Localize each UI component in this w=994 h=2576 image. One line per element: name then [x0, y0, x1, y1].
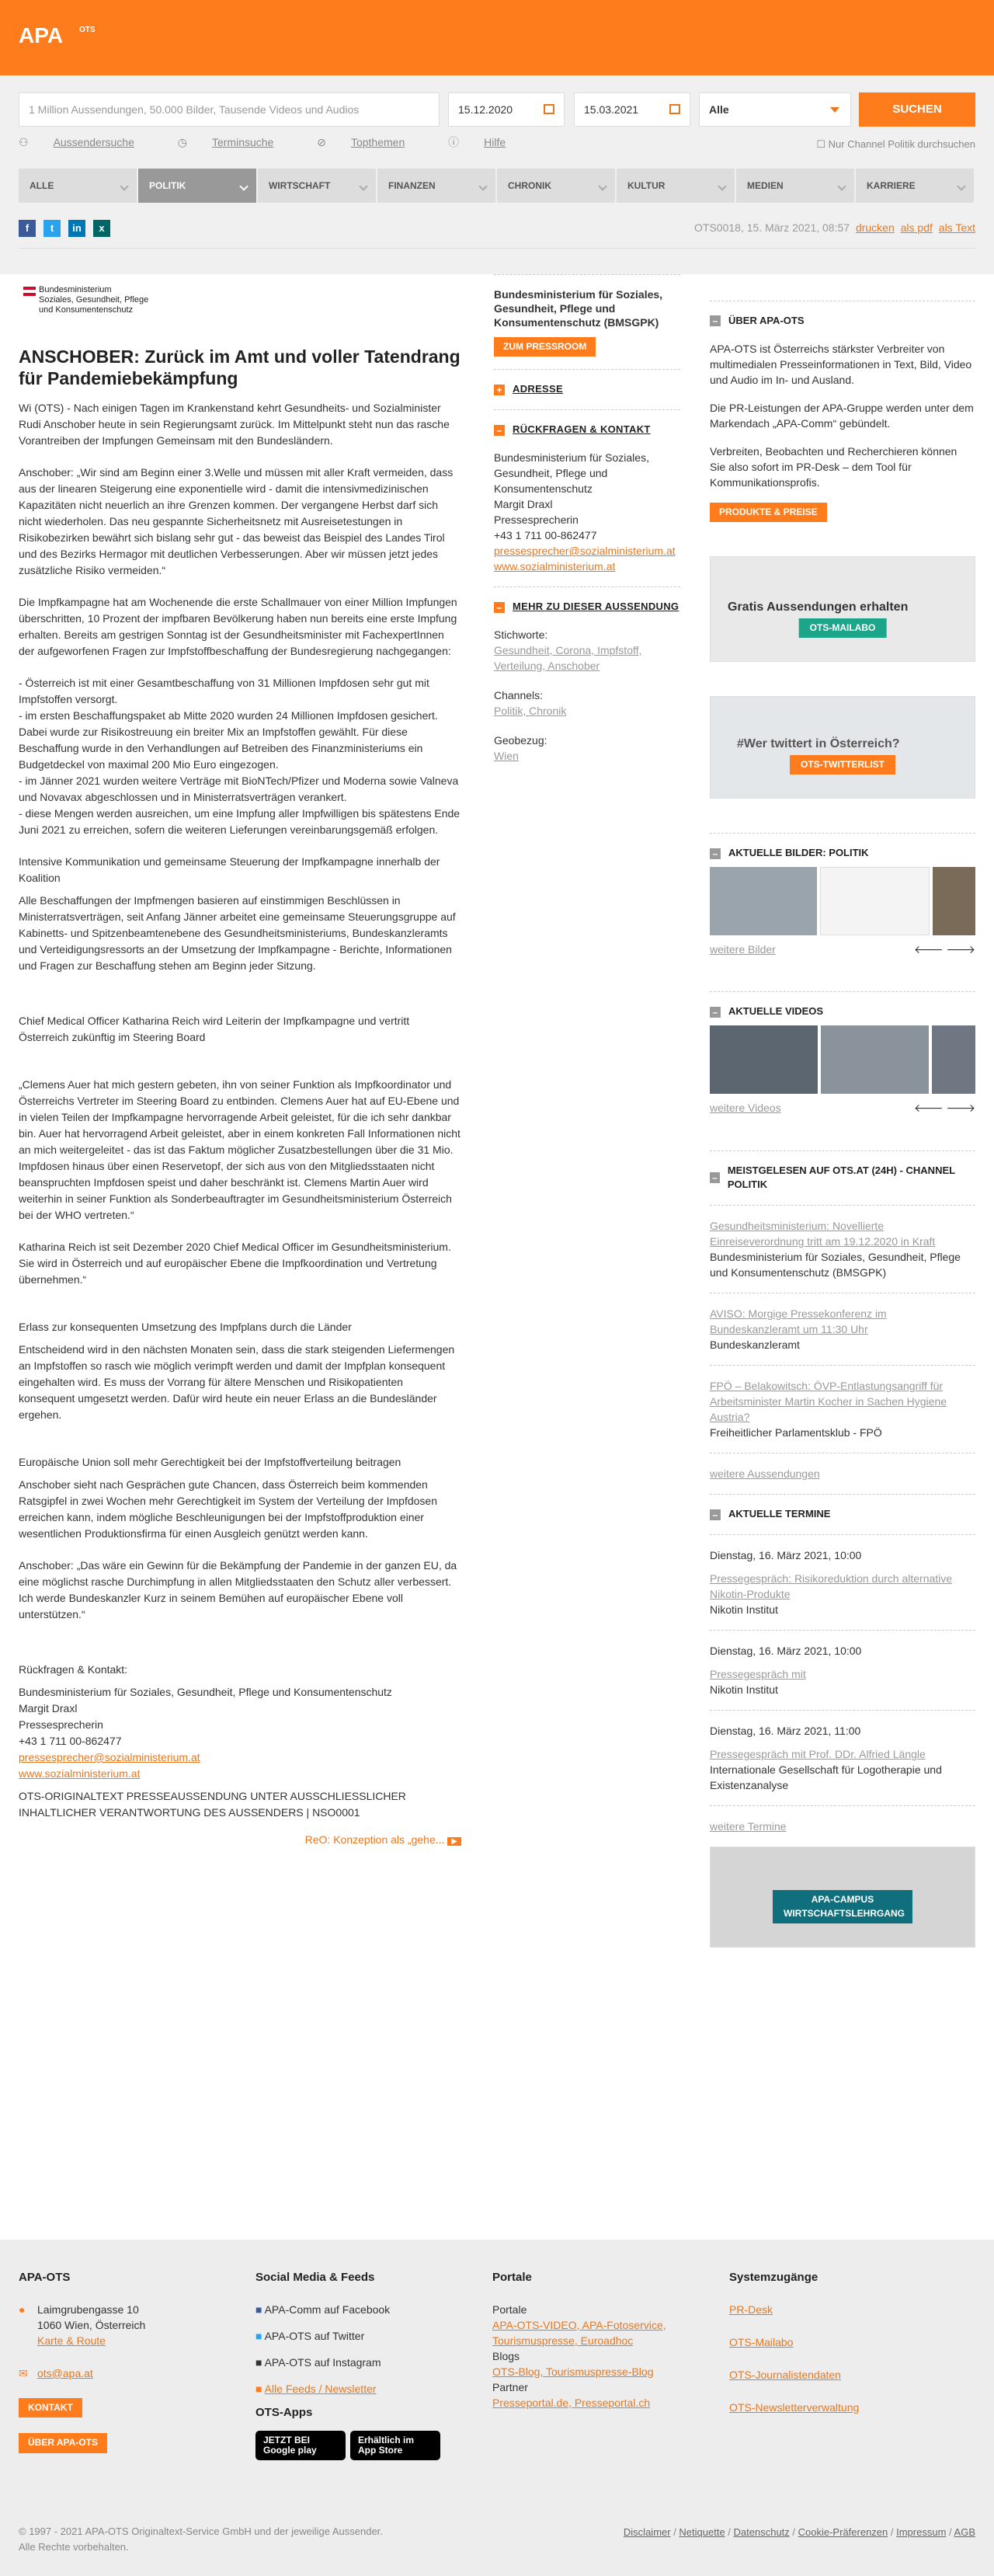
about-button[interactable]: ÜBER APA-OTS	[19, 2433, 107, 2452]
article-title: ANSCHOBER: Zurück im Amt und voller Tatendrang für Pandemiebekämpfung	[19, 346, 461, 388]
footer-heading: Social Media & Feeds	[255, 2271, 375, 2284]
footer-heading: OTS-Apps	[255, 2405, 313, 2419]
partner-links[interactable]: Presseportal.de, Presseportal.ch	[492, 2396, 651, 2409]
twitter-icon[interactable]: t	[43, 220, 61, 237]
footer-col-portals	[492, 2269, 694, 2411]
clock-icon: ◷	[177, 136, 187, 148]
sender-search-link[interactable]: ⚇ Aussendersuche	[19, 134, 155, 150]
logo-sub-text: OTS	[79, 26, 96, 34]
event-source: Internationale Gesellschaft für Logotherapie und Existenzanalyse	[710, 1763, 942, 1792]
about-toggle[interactable]: – ÜBER APA-OTS	[710, 314, 975, 329]
website-link[interactable]: www.sozialministerium.at	[494, 560, 616, 573]
subheading: Europäische Union soll mehr Gerechtigkeit bei der Impfstoffverteilung beitragen	[19, 1456, 401, 1468]
nav-item-politik[interactable]: POLITIK	[138, 169, 258, 203]
event-link[interactable]: Pressegespräch mit	[710, 1668, 806, 1681]
contact-block: Bundesministerium für Soziales, Gesundheit, Pflege und Konsumentenschutz Margit Draxl Pressesprecherin +43 1 711 00-862477	[19, 1686, 392, 1747]
carousel-arrows-icon[interactable]: 🡐 🡒	[914, 943, 975, 956]
footer-col-social	[255, 2269, 457, 2460]
event-source: Nikotin Institut	[710, 1603, 778, 1617]
mailabo-banner[interactable]: Gratis Aussendungen erhalten OTS-MAILABO	[710, 556, 975, 662]
calendar-icon	[544, 104, 554, 114]
more-images-link[interactable]: weitere Bilder	[710, 943, 776, 956]
more-events-link[interactable]: weitere Termine	[710, 1820, 787, 1833]
cookie-link[interactable]: Cookie-Präferenzen	[798, 2526, 888, 2538]
contact-heading: Rückfragen & Kontakt:	[19, 1663, 128, 1676]
terms-link[interactable]: AGB	[954, 2526, 975, 2538]
channels-label: Channels:	[494, 688, 544, 701]
nav-item-chronik[interactable]: CHRONIK	[497, 169, 617, 203]
footer-label: Portale	[492, 2303, 527, 2316]
imprint-link[interactable]: Impressum	[896, 2526, 947, 2538]
newsletter-admin-link[interactable]: OTS-Newsletterverwaltung	[729, 2400, 860, 2414]
category-nav	[19, 169, 975, 203]
keywords-label: Stichworte:	[494, 628, 548, 641]
help-icon: ⓘ	[448, 136, 460, 148]
events-toggle[interactable]: – AKTUELLE TERMINE	[710, 1507, 975, 1522]
right-sidebar	[710, 274, 975, 1948]
share-buttons	[19, 220, 110, 237]
minus-icon: –	[710, 1007, 721, 1018]
nav-item-finanzen[interactable]: FINANZEN	[377, 169, 497, 203]
ots-meta	[694, 220, 975, 235]
channel-only-checkbox[interactable]: ☐ Nur Channel Politik durchsuchen	[816, 138, 975, 150]
disclaimer: OTS-ORIGINALTEXT PRESSEAUSSENDUNG UNTER AUSSCHLIESSLICHER INHALTLICHER VERANTWORTUNG DES AUSSENDERS | NSO0001	[19, 1790, 406, 1819]
nav-item-alle[interactable]: ALLE	[19, 169, 138, 203]
nav-item-wirtschaft[interactable]: WIRTSCHAFT	[258, 169, 377, 203]
minus-icon: –	[710, 848, 721, 859]
keywords-links[interactable]: Gesundheit, Corona, Impfstoff, Verteilung, Anschober	[494, 643, 642, 672]
geo-label: Geobezug:	[494, 733, 547, 747]
feeds-link[interactable]: Alle Feeds / Newsletter	[264, 2382, 377, 2395]
article	[19, 274, 461, 1848]
products-button[interactable]: PRODUKTE & PREISE	[710, 503, 827, 522]
more-toggle[interactable]: – MEHR ZU DIESER AUSSENDUNG	[494, 600, 680, 614]
image-thumbnails[interactable]	[710, 867, 975, 935]
campus-banner[interactable]: APA-CAMPUS WIRTSCHAFTSLEHRGANG	[710, 1847, 975, 1948]
paragraph: „Clemens Auer hat mich gestern gebeten, ihn von seiner Funktion als Impfkoordinator und Österreichs Vertreter im Steering Board zu entbinden. Clemens Auer hat auf EU-Ebene und in vielen Teilen der Impfkampagne hervorragende Arbeit geleistet, für die ich sehr dankbar bin. Auer hat hervorragend Arbeit geleistet, aber in einem konkreten Fall Informationen nicht an mich weitergeleitet - das ist das Faktum möglicher Zusatzbestellungen über die 31 Mio. Impfdosen hinaus über einen Reservetopf, der sich aus von den Mitgliedsstaaten nicht beanspruchten Impfdosen speist und daher beschränkt ist. Clemens Martin Auer wird weiterhin in seiner Funktion als Sonderbeauftragter im Gesundheitsministerium Österreich bei der WHO vertreten.“	[19, 1078, 461, 1221]
search-sublinks	[19, 134, 546, 150]
disclaimer-link[interactable]: Disclaimer	[623, 2526, 671, 2538]
facebook-icon: ■	[255, 2303, 262, 2316]
minus-icon: –	[710, 1172, 720, 1183]
address-toggle[interactable]: + ADRESSE	[494, 382, 680, 397]
instagram-link[interactable]: APA-OTS auf Instagram	[264, 2355, 381, 2369]
legal-links: Disclaimer / Netiquette / Datenschutz / Cookie-Präferenzen / Impressum / AGB	[623, 2526, 975, 2538]
website-link[interactable]: www.sozialministerium.at	[19, 1767, 141, 1780]
footer	[0, 2240, 994, 2576]
footer-address: Laimgrubengasse 10 1060 Wien, Österreich	[37, 2303, 146, 2331]
scope-select[interactable]: Alle	[699, 92, 851, 127]
event-link[interactable]: Pressegespräch mit Prof. DDr. Alfried Längle	[710, 1748, 926, 1761]
austria-flag-icon	[23, 287, 36, 296]
mostread-link[interactable]: AVISO: Morgige Pressekonferenz im Bundeskanzleramt um 11:30 Uhr	[710, 1307, 887, 1336]
location-pin-icon: ●	[19, 2303, 26, 2316]
sender-sidebar	[494, 274, 680, 778]
footer-label: Partner	[492, 2380, 528, 2393]
event-source: Nikotin Institut	[710, 1683, 778, 1697]
apa-ots-logo[interactable]	[19, 23, 104, 46]
arrow-right-icon: ▶	[447, 1837, 461, 1846]
pdf-link[interactable]: als pdf	[900, 221, 933, 234]
videos-toggle[interactable]: – AKTUELLE VIDEOS	[710, 1004, 975, 1019]
contact-button[interactable]: KONTAKT	[19, 2398, 82, 2418]
xing-icon[interactable]: x	[93, 220, 110, 237]
minus-icon: –	[710, 315, 721, 326]
mostread-link[interactable]: FPÖ – Belakowitsch: ÖVP-Entlastungsangriff für Arbeitsminister Martin Kocher in Sachen Hygiene Austria?	[710, 1380, 947, 1424]
mostread-toggle[interactable]: – MEISTGELESEN AUF OTS.AT (24H) - CHANNEL POLITIK	[710, 1164, 975, 1193]
footer-label: Blogs	[492, 2349, 520, 2362]
divider	[19, 248, 975, 249]
nav-item-karriere[interactable]: KARRIERE	[856, 169, 975, 203]
map-route-link[interactable]: Karte & Route	[37, 2334, 106, 2347]
subheading: Erlass zur konsequenten Umsetzung des Impfplans durch die Länder	[19, 1321, 352, 1333]
top-header	[0, 0, 994, 75]
event-link[interactable]: Pressegespräch: Risikoreduktion durch alternative Nikotin-Produkte	[710, 1572, 953, 1601]
event-search-link[interactable]: ◷ Terminsuche	[178, 134, 294, 150]
netiquette-link[interactable]: Netiquette	[679, 2526, 725, 2538]
footer-col-apa	[19, 2269, 221, 2453]
twitter-link[interactable]: APA-OTS auf Twitter	[264, 2329, 365, 2342]
paragraph: - Österreich ist mit einer Gesamtbeschaffung von 31 Millionen Impfdosen sehr gut mit Impfstoffen versorgt. - im ersten Beschaffungspaket ab Mitte 2020 wurden 24 Millionen Impfdosen gesichert. Dabei wurde zur Risikostreuung ein breiter Mix an Impfstoffen gewählt. Für diese Beschaffung wurde in den Verhandlungen auf Betreiben des Finanzministeriums ein Budgetdeckel von maximal 200 Mio Euro eingezogen. - im Jänner 2021 wurden weitere Verträge mit BioNTech/Pfizer und Moderna sowie Valneva und Novavax abgeschlossen und in Ministerratsverträgen verankert. - diese Mengen werden ausreichen, um eine Impfung aller Impfwilligen bis spätestens Ende Juni 2021 zu erreichen, sofern die weiteren Lieferungen vereinbarungsgemäß erfolgen.	[19, 677, 461, 836]
search-input[interactable]: 1 Million Aussendungen, 50.000 Bilder, Tausende Videos und Audios	[19, 92, 440, 127]
search-button[interactable]: SUCHEN	[859, 92, 975, 127]
paragraph: Die Impfkampagne hat am Wochenende die erste Schallmauer von einer Million Impfungen überschritten, 10 Prozent der impfbaren Bevölkerung haben nun bereits eine erste Impfung erhalten. Bereits am gestrigen Sonntag ist der Gesundheitsminister mit FachexpertInnen der aufgeworfenen Fragen zur Impfstoffbeschaffung der Bundesregierung nachgegangen:	[19, 596, 457, 657]
event-date: Dienstag, 16. März 2021, 10:00	[710, 1645, 862, 1658]
paragraph: Wi (OTS) - Nach einigen Tagen im Krankenstand kehrt Gesundheits- und Sozialminister Rudi Anschober heute in sein Regierungsamt zurück. Im Mittelpunkt steht nun das rasche Vorantreiben der Impfungen Gemeinsam mit den Bundesländern.	[19, 402, 450, 447]
date-to-field[interactable]: 15.03.2021	[574, 92, 690, 127]
paragraph: Anschober: „Wir sind am Beginn einer 3.Welle und müssen mit aller Kraft vermeiden, dass aus der linearen Steigerung eine exponentielle wird - damit die intensivmedizinischen Kapazitäten nicht neuerlich an ihre Grenzen kommen. Der vergangene Herbst darf sich nicht wiederholen. Das neu gespannte Sicherheitsnetz mit Ausreisetestungen in Risikobezirken bewährt sich bislang sehr gut - das beweist das Beispiel des Landes Tirol und des Bezirks Hermagor mit deutlichen Verbesserungen. Aber wir müssen jetzt jedes zusätzliche Risiko vermeiden.“	[19, 466, 454, 576]
print-link[interactable]: drucken	[855, 221, 895, 234]
more-releases-link[interactable]: weitere Aussendungen	[710, 1467, 820, 1481]
mailabo-link[interactable]: OTS-Mailabo	[729, 2335, 794, 2348]
compass-icon: ⊘	[317, 136, 326, 148]
blog-links[interactable]: OTS-Blog, Tourismuspresse-Blog	[492, 2365, 654, 2378]
images-toggle[interactable]: – AKTUELLE BILDER: POLITIK	[710, 846, 975, 861]
minus-icon: –	[494, 425, 505, 436]
email-link[interactable]: pressesprecher@sozialministerium.at	[19, 1751, 200, 1763]
instagram-icon: ■	[255, 2355, 262, 2369]
event-date: Dienstag, 16. März 2021, 10:00	[710, 1549, 862, 1562]
contact-toggle[interactable]: – RÜCKFRAGEN & KONTAKT	[494, 423, 680, 437]
top-topics-link[interactable]: ⊘ Topthemen	[317, 134, 425, 150]
ots-number: OTS0018, 15. März 2021, 08:57	[694, 221, 850, 234]
video-thumbnails[interactable]	[710, 1025, 975, 1094]
paragraph: Katharina Reich ist seit Dezember 2020 Chief Medical Officer im Gesundheitsministerium. Sie wird in Österreich und auf europäischer Ebene die Impfkoordination und Vertretung übernehmen.“	[19, 1241, 451, 1286]
email-link[interactable]: pressesprecher@sozialministerium.at	[494, 545, 676, 558]
footer-email-link[interactable]: ots@apa.at	[37, 2366, 93, 2379]
footer-heading: Portale	[492, 2271, 532, 2284]
user-icon: ⚇	[19, 136, 29, 148]
twitter-icon: ■	[255, 2329, 262, 2342]
event-date: Dienstag, 16. März 2021, 11:00	[710, 1725, 861, 1738]
facebook-icon[interactable]: f	[19, 220, 36, 237]
search-zone	[0, 75, 994, 274]
paragraph: Entscheidend wird in den nächsten Monaten sein, dass die stark steigenden Liefermengen an Impfstoffen so rasch wie möglich verimpft werden und damit der Impfplan konsequent eingehalten wird. Es muss der Vorrang für ältere Menschen und Risikopatienten konsequent umgesetzt werden. Dafür wird heute ein neuer Erlass an die Bundesländer ergehen.	[19, 1343, 455, 1421]
main-content	[19, 274, 975, 2240]
privacy-link[interactable]: Datenschutz	[733, 2526, 790, 2538]
sender-logo: Bundesministerium Soziales, Gesundheit, Pflege und Konsumentenschutz	[19, 285, 174, 332]
about-text: APA-OTS ist Österreichs stärkster Verbreiter von multimedialen Presseinformationen in Text, Bild, Video und Audio im In- und Ausland.	[710, 342, 972, 386]
mostread-source: Bundesministerium für Soziales, Gesundheit, Pflege und Konsumentenschutz (BMSGPK)	[710, 1251, 961, 1279]
paragraph: Anschober: „Das wäre ein Gewinn für die Bekämpfung der Pandemie in der ganzen EU, da eine möglichst rasche Durchimpfung in allen Mitgliedsstaaten den Schutz aller verbessert. Ich werde Bundeskanzler Kurz in seinem Bemühen auf europäischer Ebene voll unterstützen.“	[19, 1559, 457, 1620]
calendar-icon	[669, 104, 680, 114]
date-from-field[interactable]: 15.12.2020	[448, 92, 565, 127]
mostread-source: Freiheitlicher Parlamentsklub - FPÖ	[710, 1426, 882, 1439]
copyright: © 1997 - 2021 APA-OTS Originaltext-Service GmbH und der jeweilige Aussender. Alle Rechte vorbehalten.	[19, 2526, 383, 2553]
minus-icon: –	[710, 1509, 721, 1520]
text-link[interactable]: als Text	[938, 221, 975, 234]
contact-block: Bundesministerium für Soziales, Gesundheit, Pflege und Konsumentenschutz Margit Draxl Pressesprecherin +43 1 711 00-862477	[494, 451, 649, 542]
paragraph: Anschober sieht nach Gesprächen gute Chancen, dass Österreich beim kommenden Ratsgipfel in zwei Wochen mehr Gerechtigkeit im System der Verteilung der Impfdosen erreichen kann, indem mögliche Beschleunigungen bei der Impfstoffproduktion einer wesentlichen Produktionsfirma für einen Ausgleich genützt werden kann.	[19, 1478, 437, 1540]
pressroom-button[interactable]: ZUM PRESSROOM	[494, 337, 596, 357]
footer-heading: Systemzugänge	[729, 2271, 818, 2284]
mostread-source: Bundeskanzleramt	[710, 1338, 800, 1352]
linkedin-icon[interactable]: in	[68, 220, 85, 237]
paragraph: Alle Beschaffungen der Impfmengen basieren auf einstimmigen Beschlüssen in Ministerratsverträgen, seit Anfang Jänner arbeitet eine gemeinsame Steuerungsgruppe auf Kabinetts- und Spitzenbeamtenebene des Gesundheitsministeriums, Bundeskanzleramts und Verteidigungsressorts an der Umsetzung der Impfkampagne - Berichte, Informationen und Fragen zur Beschaffung stehen am Beginn jeder Sitzung.	[19, 894, 456, 972]
about-text: Die PR-Leistungen der APA-Gruppe werden unter dem Markendach „APA-Comm“ gebündelt.	[710, 401, 974, 430]
twitterlist-banner[interactable]: #Wer twittert in Österreich? OTS-TWITTERLIST	[710, 696, 975, 799]
footer-col-system	[729, 2269, 931, 2432]
about-text: Verbreiten, Beobachten und Recherchieren können Sie also sofort im PR-Desk – dem Tool für Kommunikationsprofis.	[710, 444, 958, 489]
pr-desk-link[interactable]: PR-Desk	[729, 2303, 773, 2316]
portal-links[interactable]: APA-OTS-VIDEO, APA-Fotoservice, Tourismuspresse, Euroadhoc	[492, 2318, 666, 2347]
subheading: Intensive Kommunikation und gemeinsame Steuerung der Impfkampagne innerhalb der Koalition	[19, 855, 440, 884]
minus-icon: –	[494, 602, 505, 613]
channel-links[interactable]: Politik, Chronik	[494, 704, 567, 717]
subheading: Chief Medical Officer Katharina Reich wird Leiterin der Impfkampagne und vertritt Österreich zukünftig im Steering Board	[19, 1015, 410, 1043]
nav-item-medien[interactable]: MEDIEN	[736, 169, 856, 203]
facebook-link[interactable]: APA-Comm auf Facebook	[264, 2303, 391, 2316]
sender-name: Bundesministerium für Soziales, Gesundheit, Pflege und Konsumentenschutz (BMSGPK)	[494, 288, 663, 329]
app-store-badge[interactable]: Erhältlich im App Store	[350, 2431, 440, 2460]
next-release-link[interactable]: ReO: Konzeption als „gehe... ▶	[305, 1832, 461, 1848]
rss-icon: ■	[255, 2382, 262, 2395]
google-play-badge[interactable]: JETZT BEI Google play	[255, 2431, 346, 2460]
nav-item-kultur[interactable]: KULTUR	[617, 169, 736, 203]
chevron-down-icon	[830, 107, 839, 113]
help-link[interactable]: ⓘ Hilfe	[448, 134, 526, 150]
plus-icon: +	[494, 385, 505, 395]
more-videos-link[interactable]: weitere Videos	[710, 1102, 781, 1115]
geo-link[interactable]: Wien	[494, 749, 519, 762]
mail-icon: ✉	[19, 2366, 28, 2379]
logo-text: APA	[19, 23, 64, 46]
footer-heading: APA-OTS	[19, 2271, 71, 2284]
mostread-link[interactable]: Gesundheitsministerium: Novellierte Einreiseverordnung tritt am 19.12.2020 in Kraft	[710, 1220, 936, 1248]
journalist-data-link[interactable]: OTS-Journalistendaten	[729, 2368, 841, 2381]
carousel-arrows-icon[interactable]: 🡐 🡒	[914, 1102, 975, 1115]
